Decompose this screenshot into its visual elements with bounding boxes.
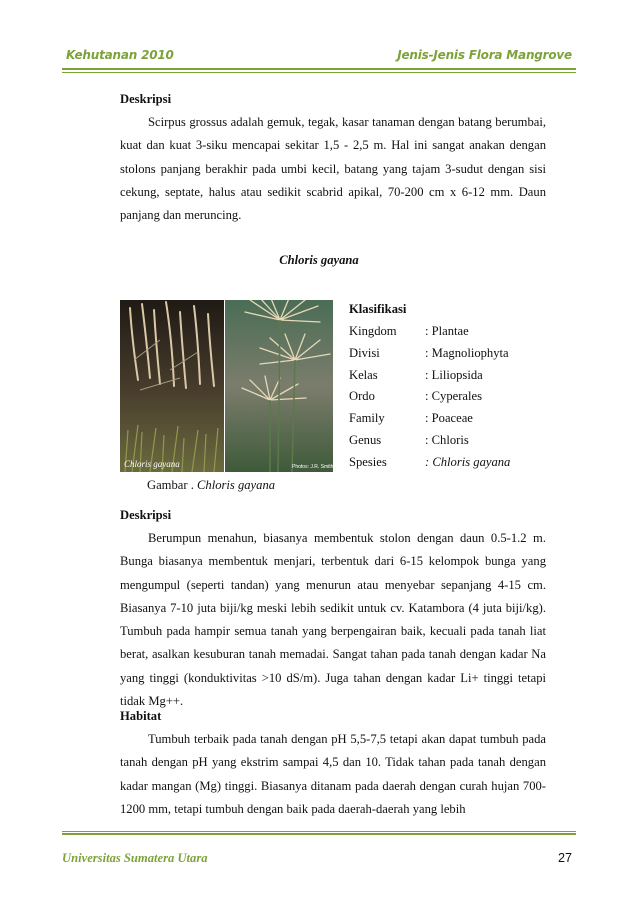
classification-value: : Magnoliophyta	[425, 345, 509, 360]
classification-value: : Plantae	[425, 324, 469, 338]
footer-rule-thin	[62, 831, 576, 832]
classification-key: Kelas	[349, 367, 378, 382]
classification-key: Ordo	[349, 389, 375, 404]
classification-key: Family	[349, 411, 385, 426]
classification-key: Genus	[349, 432, 382, 447]
classification-key: Divisi	[349, 345, 380, 360]
page-number: 27	[557, 851, 572, 865]
classification-key: Spesies	[349, 454, 387, 469]
classification-title: Klasifikasi	[349, 302, 407, 316]
classification-row	[349, 386, 510, 408]
header-left-title: Kehutanan 2010	[66, 48, 174, 62]
photo-label: Chloris gayana	[124, 459, 180, 469]
caption-species-name: Chloris gayana	[197, 478, 276, 492]
paragraph-chloris-description: Berumpun menahun, biasanya membentuk stolon dengan daun 0.5-1.2 m. Bunga biasanya membentuk menjari, terbentuk dari 6-15 kelompok bunga yang mengumpul (seperti tandan) yang menurun atau menyebar sepanjang 4-15 cm. Biasanya 7-10 juta biji/kg meski lebih sedikit untuk cv. Katambora (4 juta biji/kg). Tumbuh pada hampir semua tanah yang berpengairan baik, kecuali pada tanah liat berat, asalkan kesuburan tanah memadai. Sangat tahan pada tanah dengan kadar Na yang tinggi (konduktivitas >10 dS/m). Juga tahan dengan kadar Li+ tinggi tetapi tidak Mg++.	[120, 531, 546, 709]
header-rule-thin	[62, 72, 576, 73]
classification-block	[349, 298, 510, 474]
section-heading-habitat: Habitat	[120, 709, 162, 723]
footer-university: Universitas Sumatera Utara	[62, 851, 208, 865]
footer-rule-thick	[62, 833, 576, 835]
classification-value: : Chloris	[425, 432, 469, 447]
classification-row	[349, 343, 510, 365]
plant-photo-illustration	[120, 300, 333, 472]
paragraph-habitat: Tumbuh terbaik pada tanah dengan pH 5,5-7,5 tetapi akan dapat tumbuh pada tanah dengan pH yang ekstrim sampai 4,5 dan 10. Tidak tahan pada tanah dengan kadar mangan (Mg) tinggi. Biasanya ditanam pada daerah dengan curah hujan 700-1200 mm, tetapi tumbuh dengan baik pada daerah-daerah yang lebih	[120, 732, 546, 816]
classification-value: : Poaceae	[425, 411, 473, 426]
classification-row	[349, 365, 510, 387]
classification-row	[349, 321, 510, 343]
species-title: Chloris gayana	[279, 253, 359, 267]
photo-credit: Photos: J.R. Smith	[292, 464, 333, 470]
section-heading-deskripsi-1: Deskripsi	[120, 92, 172, 106]
header-right-title: Jenis-Jenis Flora Mangrove	[397, 48, 572, 62]
figure-caption	[147, 478, 275, 493]
paragraph-scirpus-description: Scirpus grossus adalah gemuk, tegak, kasar tanaman dengan batang berumbai, kuat dan kuat 3-siku mencapai sekitar 1,5 - 2,5 m. Hal ini sangat anakan dengan stolons panjang berakhir pada umbi kecil, batang yang tajam 3-sudut dengan sisi cekung, septate, halus atau sedikit scabrid apikal, 70-200 cm x 6-12 mm. Daun panjang dan meruncing.	[120, 115, 546, 223]
classification-value: : Chloris gayana	[425, 454, 511, 469]
classification-row	[349, 430, 510, 452]
classification-key: Kingdom	[349, 324, 397, 338]
classification-row	[349, 408, 510, 430]
classification-value: : Liliopsida	[425, 367, 483, 382]
header-rule-thick	[62, 68, 576, 70]
classification-row	[349, 452, 510, 474]
section-heading-deskripsi-2: Deskripsi	[120, 508, 172, 522]
caption-prefix: Gambar .	[147, 478, 198, 492]
chloris-gayana-photo	[120, 300, 333, 472]
classification-value: : Cyperales	[425, 389, 483, 404]
